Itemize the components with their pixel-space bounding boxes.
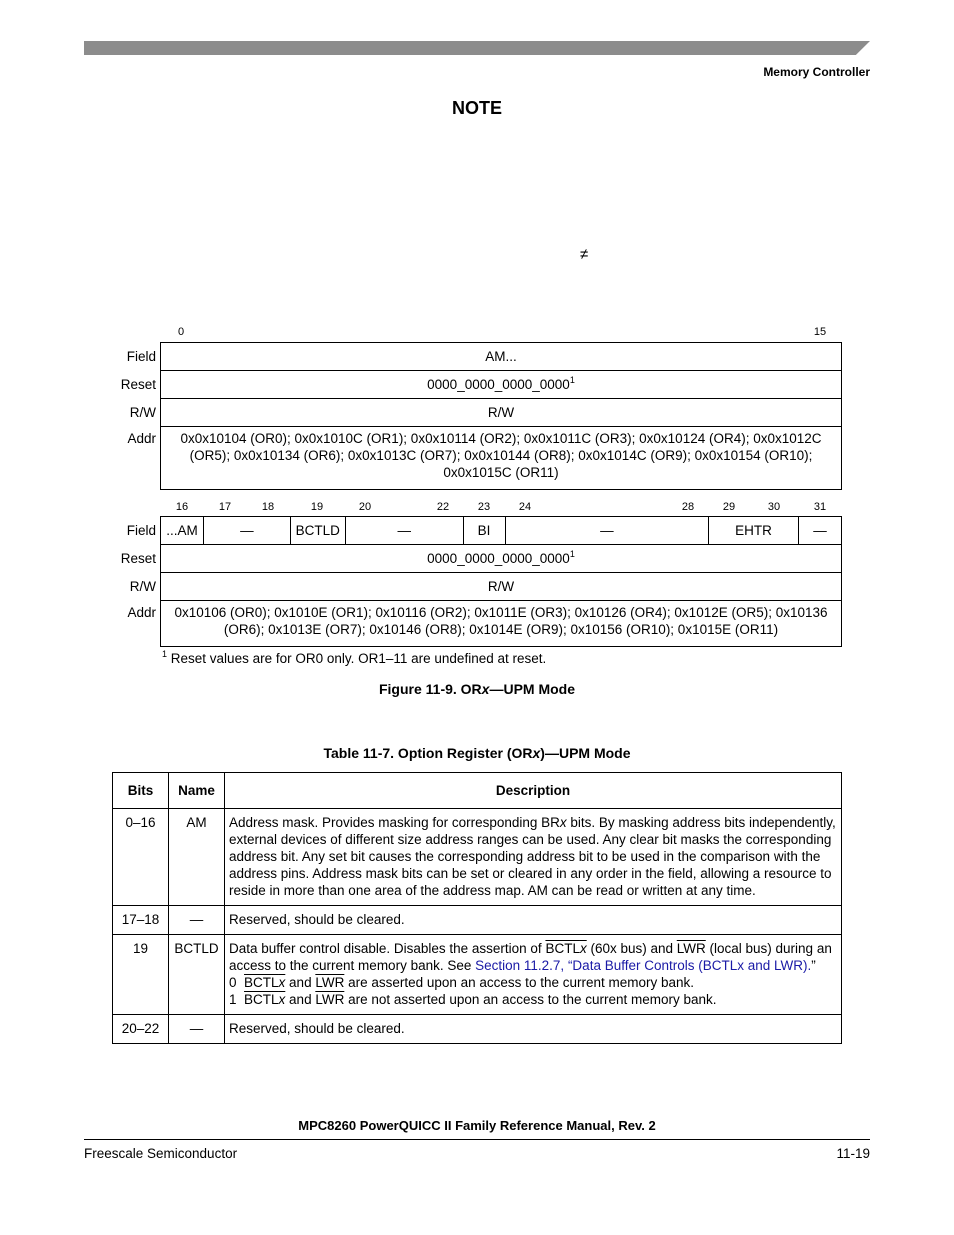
bit-number: 22: [436, 501, 450, 513]
field-label: Field: [126, 349, 156, 364]
cell-description: Reserved, should be cleared.: [225, 1015, 842, 1044]
rw-label: R/W: [129, 405, 156, 420]
header-bar: [84, 41, 870, 55]
bit-number: 16: [175, 501, 189, 513]
bit-number: 20: [358, 501, 372, 513]
bit-number: 31: [813, 501, 827, 513]
section-link[interactable]: Section 11.2.7, “Data Buffer Controls (BCTLx and LWR).: [475, 958, 812, 973]
register-upper: [114, 342, 842, 490]
bit-number: 28: [681, 501, 695, 513]
bit-numbers-lower: [0, 501, 954, 515]
cell-description: Address mask. Provides masking for corresponding BRx bits. By masking address bits independently, external devices of different size address ranges can be used. Any clear bit masks the corresponding address bit. Any set bit causes the corresponding address bit to be used in the comparison with the address pins. Address mask bits can be set or cleared in any order in the field, allowing a resource to reside in more than one area of the address map. AM can be read or written at any time.: [225, 809, 842, 906]
section-header: Memory Controller: [763, 65, 870, 79]
bit-number: 18: [261, 501, 275, 513]
cell-description: Reserved, should be cleared.: [225, 906, 842, 935]
rw-label: R/W: [129, 579, 156, 594]
bit-number: 15: [813, 326, 827, 338]
field-ehtr: EHTR: [709, 517, 799, 545]
reset-value: 0000_0000_0000_0000$^1$: [161, 371, 842, 399]
bit-number: 23: [477, 501, 491, 513]
table-row: [113, 935, 842, 1015]
bit-number: 24: [518, 501, 532, 513]
cell-bits: 19: [113, 935, 169, 1015]
field-reserved: —: [345, 517, 463, 545]
cell-description: Data buffer control disable. Disables the assertion of BCTLx (60x bus) and $\overline{LWR}$ (local bus) during an access to the current memory bank. See Section 11.2.7, “Data Buffer Controls (BCTLx and LWR).” 0 BCTLx and $\overline{LWR}$ are asserted upon an access to the current memory bank. 1 BCTLx and $\overline{LWR}$ are not asserted upon an access to the current memory bank.: [225, 935, 842, 1015]
addr-value: 0x10106 (OR0); 0x1010E (OR1); 0x10116 (OR2); 0x1011E (OR3); 0x10126 (OR4); 0x1012E (OR5); 0x10136 (OR6); 0x1013E (OR7); 0x10146 (OR8); 0x1014E (OR9); 0x10156 (OR10); 0x1015E (OR11): [160, 601, 841, 647]
addr-label: Addr: [127, 430, 156, 446]
bit-number: 17: [218, 501, 232, 513]
cell-name: —: [169, 906, 225, 935]
footer-divider: [84, 1139, 870, 1140]
bit-numbers-upper: [0, 326, 954, 340]
bit-number: 0: [177, 326, 185, 338]
footnote-ref: 1: [569, 549, 575, 559]
col-header-description: Description: [225, 773, 842, 809]
reset-label: Reset: [120, 551, 156, 566]
field-reserved: —: [505, 517, 709, 545]
figure-footnote: $^1$ Reset values are for OR0 only. OR1–11 are undefined at reset.: [162, 649, 547, 666]
footer-company: Freescale Semiconductor: [84, 1146, 238, 1161]
register-lower: [114, 516, 842, 647]
figure-caption: Figure 11-9. ORx—UPM Mode: [378, 681, 576, 697]
cell-bits: 17–18: [113, 906, 169, 935]
bit-number: 29: [722, 501, 736, 513]
reset-label: Reset: [120, 377, 156, 392]
footer-title: MPC8260 PowerQUICC II Family Reference Manual, Rev. 2: [298, 1118, 656, 1133]
table-row: [113, 809, 842, 906]
cell-name: —: [169, 1015, 225, 1044]
addr-label: Addr: [127, 604, 156, 620]
addr-value: 0x0x10104 (OR0); 0x0x1010C (OR1); 0x0x10114 (OR2); 0x0x1011C (OR3); 0x0x10124 (OR4); 0x0x1012C (OR5); 0x0x10134 (OR6); 0x0x1013C (OR7); 0x0x10144 (OR8); 0x0x1014C (OR9); 0x0x10154 (OR10); 0x0x1015C (OR11): [161, 427, 842, 490]
table-header-row: [113, 773, 842, 809]
col-header-name: Name: [169, 773, 225, 809]
rw-value: R/W: [160, 573, 841, 601]
cell-bits: 0–16: [113, 809, 169, 906]
field-reserved: —: [203, 517, 290, 545]
field-bctld: BCTLD: [290, 517, 345, 545]
bit-number: 30: [767, 501, 781, 513]
not-equal-symbol: ≠: [580, 246, 589, 263]
reset-value: 0000_0000_0000_0000$^1$: [160, 545, 841, 573]
field-reserved: —: [799, 517, 842, 545]
col-header-bits: Bits: [113, 773, 169, 809]
note-title: NOTE: [451, 98, 502, 118]
field-am-cont: ...AM: [160, 517, 203, 545]
cell-bits: 20–22: [113, 1015, 169, 1044]
table-caption: Table 11-7. Option Register (ORx)—UPM Mode: [323, 745, 631, 761]
table-row: [113, 906, 842, 935]
field-label: Field: [126, 523, 156, 538]
page-number: 11-19: [836, 1146, 870, 1161]
option-register-table: [112, 772, 842, 1044]
cell-name: AM: [169, 809, 225, 906]
rw-value: R/W: [161, 399, 842, 427]
footnote-ref: 1: [569, 375, 575, 385]
field-am: AM...: [161, 343, 842, 371]
table-row: [113, 1015, 842, 1044]
cell-name: BCTLD: [169, 935, 225, 1015]
bit-number: 19: [310, 501, 324, 513]
field-bi: BI: [463, 517, 505, 545]
